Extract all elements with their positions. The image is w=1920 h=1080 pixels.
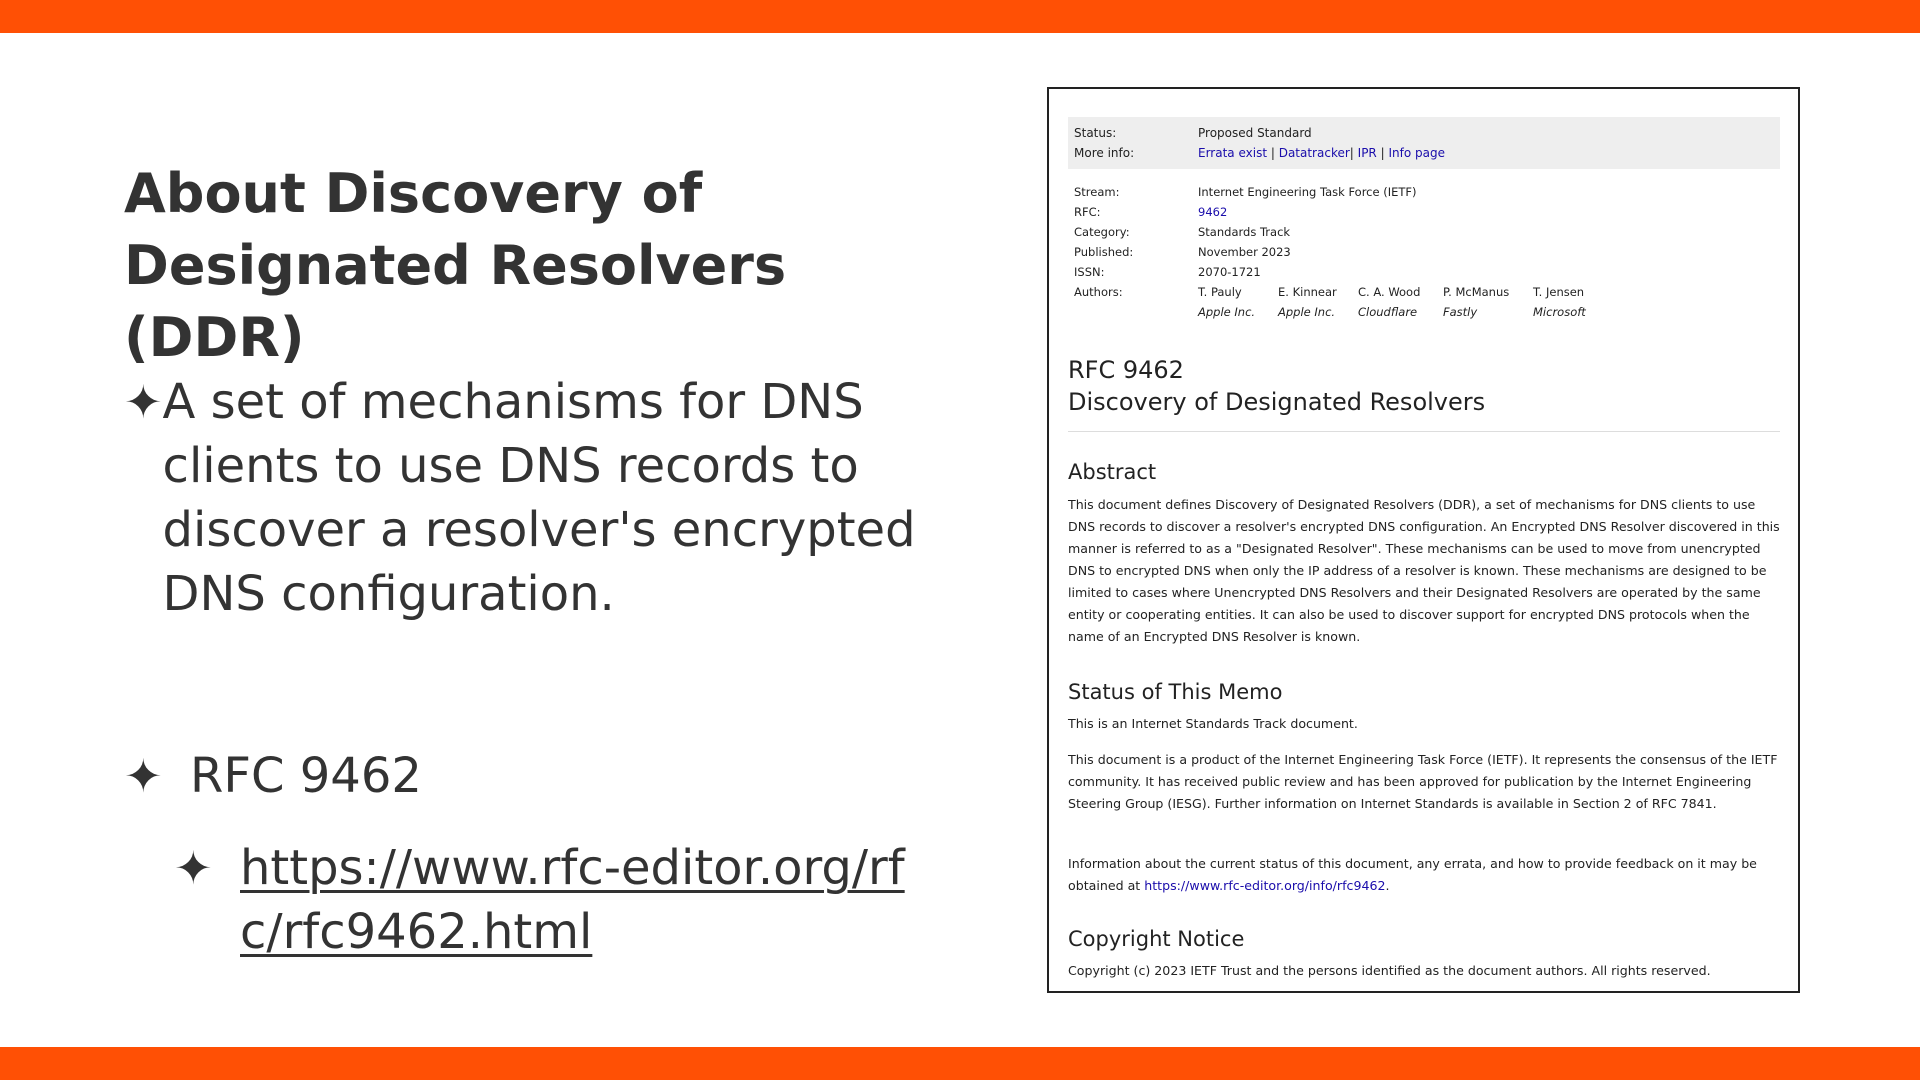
author-name: C. A. Wood <box>1358 285 1421 299</box>
errata-link[interactable]: Errata exist <box>1198 146 1268 160</box>
author-entry <box>1358 283 1420 321</box>
copyright-text: Copyright (c) 2023 IETF Trust and the persons identified as the document authors. All rights reserved. <box>1068 963 1711 978</box>
four-point-star-icon: ✦ <box>174 841 213 895</box>
bullet-rfc <box>124 744 422 808</box>
author-org: Cloudflare <box>1358 305 1418 319</box>
stream-row <box>1074 183 1417 201</box>
rfc-document-screenshot <box>1047 87 1800 993</box>
bullet-text: A set of mechanisms for DNS clients to use DNS records to discover a resolver's encrypted DNS configuration. <box>162 374 916 622</box>
author-org: Fastly <box>1443 305 1478 319</box>
datatracker-link[interactable]: Datatracker <box>1278 146 1350 160</box>
ipr-link[interactable]: IPR <box>1357 146 1377 160</box>
author-name: E. Kinnear <box>1278 285 1337 299</box>
four-point-star-icon: ✦ <box>124 749 163 803</box>
author-entry <box>1198 283 1255 321</box>
slide-title: About Discovery of Designated Resolvers (DDR) <box>124 162 787 369</box>
author-entry <box>1278 283 1337 321</box>
stream-label: Stream: <box>1074 185 1120 199</box>
sub-bullet-rfc-link <box>174 836 964 964</box>
four-point-star-icon: ✦ <box>124 375 163 429</box>
published-value: November 2023 <box>1198 245 1291 259</box>
status-row <box>1074 124 1312 142</box>
author-entry <box>1533 283 1586 321</box>
author-name: T. Jensen <box>1533 285 1585 299</box>
rfc-row <box>1074 203 1227 221</box>
status-memo-heading: Status of This Memo <box>1068 680 1283 704</box>
status-p3-text: Information about the current status of this document, any errata, and how to provide feedback on it may be obtained at <box>1068 856 1757 893</box>
copyright-heading: Copyright Notice <box>1068 927 1245 951</box>
issn-row <box>1074 263 1261 281</box>
author-org: Microsoft <box>1533 305 1586 319</box>
author-name: P. McManus <box>1443 285 1510 299</box>
author-org: Apple Inc. <box>1278 305 1336 319</box>
status-paragraph-3 <box>1068 853 1784 897</box>
rfc-number-link[interactable]: 9462 <box>1198 205 1228 219</box>
status-label: Status: <box>1074 126 1117 140</box>
more-info-row <box>1074 144 1445 162</box>
info-page-link[interactable]: Info page <box>1388 146 1445 160</box>
published-label: Published: <box>1074 245 1134 259</box>
more-info-label: More info: <box>1074 146 1135 160</box>
top-accent-bar <box>0 0 1920 33</box>
status-paragraph-2: This document is a product of the Internet Engineering Task Force (IETF). It represents the consensus of the IETF community. It has received public review and has been approved for publication by the Internet Engineering Steering Group (IESG). Further information on Internet Standards is available in Section 2 of RFC 7841. <box>1068 752 1778 811</box>
divider <box>1068 431 1780 432</box>
author-entry <box>1443 283 1509 321</box>
status-paragraph-1: This is an Internet Standards Track document. <box>1068 716 1358 731</box>
rfc-url-link[interactable]: https://www.rfc-editor.org/rfc/rfc9462.html <box>240 840 905 960</box>
category-row <box>1074 223 1290 241</box>
stream-value: Internet Engineering Task Force (IETF) <box>1198 185 1417 199</box>
rfc-info-link[interactable]: https://www.rfc-editor.org/info/rfc9462 <box>1144 878 1386 893</box>
bottom-accent-bar <box>0 1047 1920 1080</box>
bullet-text: RFC 9462 <box>190 748 422 804</box>
rfc-number-heading: RFC 9462 <box>1068 356 1184 384</box>
authors-label: Authors: <box>1074 285 1123 299</box>
link-separator: | <box>1349 146 1358 160</box>
bullet-ddr-definition <box>124 370 954 626</box>
issn-value: 2070-1721 <box>1198 265 1261 279</box>
status-value: Proposed Standard <box>1198 126 1312 140</box>
published-row <box>1074 243 1291 261</box>
issn-label: ISSN: <box>1074 265 1105 279</box>
rfc-title-heading: Discovery of Designated Resolvers <box>1068 388 1486 416</box>
authors-row <box>1074 283 1198 301</box>
abstract-heading: Abstract <box>1068 460 1157 484</box>
category-label: Category: <box>1074 225 1130 239</box>
author-org: Apple Inc. <box>1198 305 1256 319</box>
rfc-label: RFC: <box>1074 205 1101 219</box>
period: . <box>1385 878 1390 893</box>
rfc-meta-box <box>1068 117 1780 169</box>
link-separator: | <box>1267 146 1279 160</box>
link-separator: | <box>1376 146 1389 160</box>
author-name: T. Pauly <box>1198 285 1242 299</box>
abstract-text: This document defines Discovery of Designated Resolvers (DDR), a set of mechanisms for DNS clients to use DNS records to discover a resolver's encrypted DNS configuration. An Encrypted DNS Resolver discovered in this manner is referred to as a "Designated Resolver". These mechanisms can be used to move from unencrypted DNS to encrypted DNS when only the IP address of a resolver is known. These mechanisms are designed to be limited to cases where Unencrypted DNS Resolvers and their Designated Resolvers are operated by the same entity or cooperating entities. It can also be used to discover support for encrypted DNS protocols when the name of an Encrypted DNS Resolver is known. <box>1068 497 1780 644</box>
category-value: Standards Track <box>1198 225 1291 239</box>
